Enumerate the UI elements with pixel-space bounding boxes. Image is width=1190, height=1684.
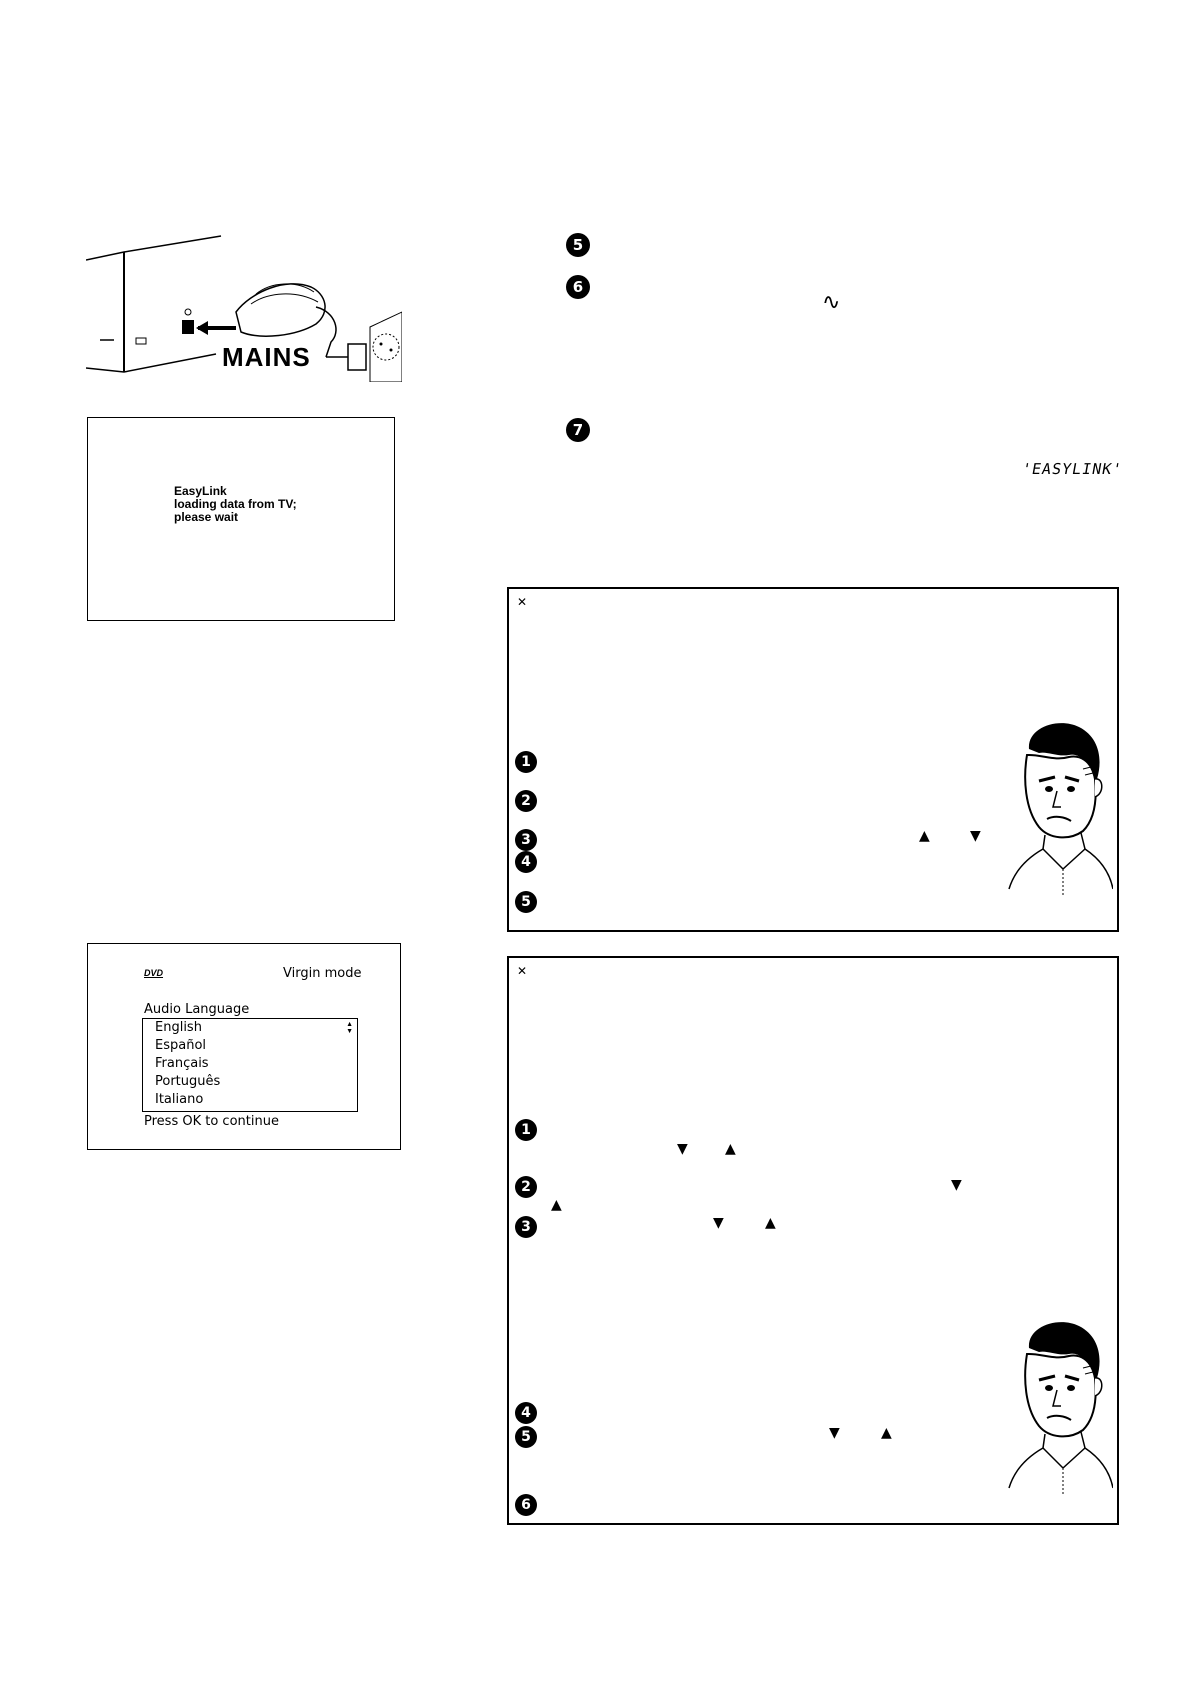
virgin-mode-label: Virgin mode xyxy=(283,966,362,981)
step-number-icon: 3 xyxy=(515,829,537,851)
step-number-icon: 1 xyxy=(515,1119,537,1141)
scroll-updown-icon: ▲ ▼ xyxy=(346,1021,353,1035)
cross-marker-icon: ✕ xyxy=(517,595,528,609)
press-ok-text: Press OK to continue xyxy=(144,1114,279,1129)
step-number-icon: 4 xyxy=(515,851,537,873)
tv-screen-audio-language xyxy=(87,943,401,1150)
step-number-icon: 5 xyxy=(566,233,590,257)
down-arrow-icon: ▼ xyxy=(677,1141,688,1157)
up-arrow-icon: ▲ xyxy=(551,1197,562,1213)
step-number-icon: 6 xyxy=(566,275,590,299)
down-arrow-icon: ▼ xyxy=(829,1425,840,1441)
step-number-icon: 1 xyxy=(515,751,537,773)
troubleshooting-panel-2 xyxy=(507,956,1119,1525)
step-number-icon: 2 xyxy=(515,790,537,812)
down-arrow-icon: ▼ xyxy=(970,828,981,844)
language-option[interactable]: English xyxy=(155,1020,202,1035)
mains-connection-illustration xyxy=(86,232,402,382)
up-arrow-icon: ▲ xyxy=(919,828,930,844)
step-number-icon: 7 xyxy=(566,418,590,442)
language-list[interactable] xyxy=(142,1018,358,1112)
easylink-loading-text: loading data from TV; xyxy=(174,497,297,511)
step-number-icon: 3 xyxy=(515,1216,537,1238)
language-option[interactable]: Italiano xyxy=(155,1092,204,1107)
front-display-text: 'EASYLINK' xyxy=(1020,460,1124,478)
step-number-icon: 6 xyxy=(515,1494,537,1516)
tv-screen-easylink xyxy=(87,417,395,621)
audio-language-heading: Audio Language xyxy=(144,1002,250,1017)
step-number-icon: 5 xyxy=(515,1426,537,1448)
down-arrow-icon: ▼ xyxy=(951,1177,962,1193)
language-option[interactable]: Español xyxy=(155,1038,207,1053)
up-arrow-icon: ▲ xyxy=(725,1141,736,1157)
down-arrow-icon: ▼ xyxy=(713,1215,724,1231)
up-arrow-icon: ▲ xyxy=(765,1215,776,1231)
step-number-icon: 2 xyxy=(515,1176,537,1198)
language-option[interactable]: Français xyxy=(155,1056,209,1071)
mains-label: MAINS xyxy=(222,342,311,372)
up-arrow-icon: ▲ xyxy=(881,1425,892,1441)
dvd-logo: DVD xyxy=(144,968,164,978)
troubleshooting-panel-1 xyxy=(507,587,1119,932)
language-option[interactable]: Português xyxy=(155,1074,221,1089)
step-number-icon: 5 xyxy=(515,891,537,913)
confused-man-icon xyxy=(999,719,1113,905)
step-number-icon: 4 xyxy=(515,1402,537,1424)
confused-man-icon xyxy=(999,1318,1113,1504)
easylink-wait-text: please wait xyxy=(174,510,239,524)
cross-marker-icon: ✕ xyxy=(517,964,528,978)
easylink-title: EasyLink xyxy=(174,484,227,498)
ac-tilde-symbol: ∿ xyxy=(822,290,841,315)
